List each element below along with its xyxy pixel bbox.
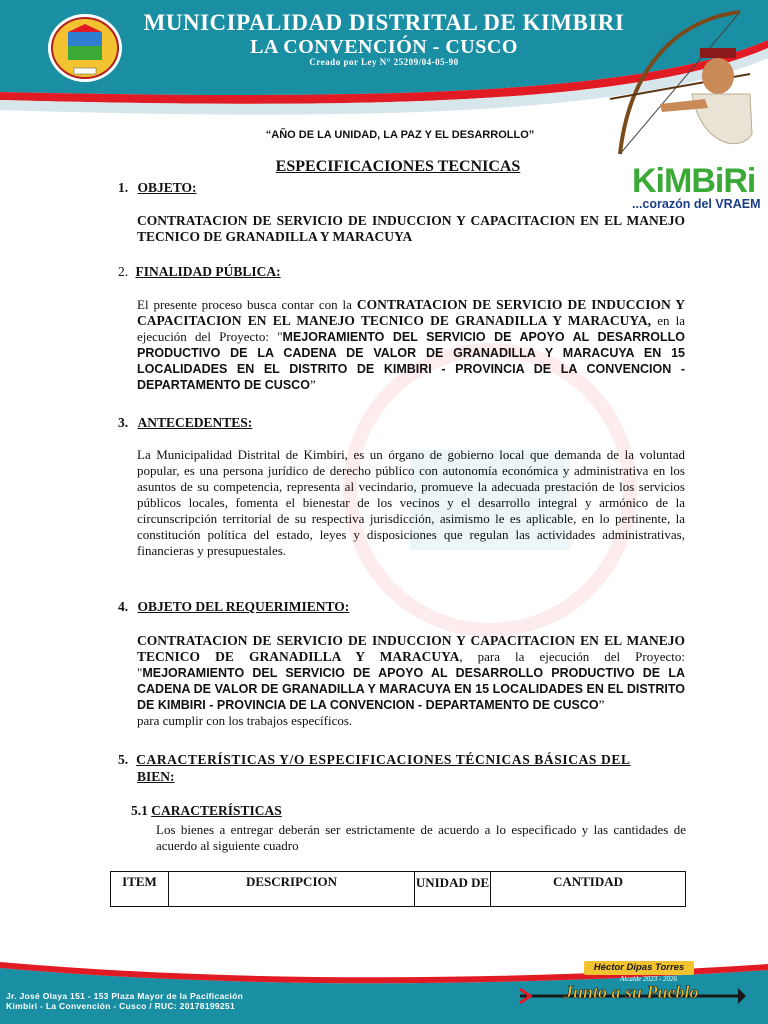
table-header-item: ITEM [111, 872, 169, 906]
section-5-title: CARACTERÍSTICAS Y/O ESPECIFICACIONES TÉCNICAS BÁSICAS DEL [136, 752, 631, 767]
section-3-heading [118, 415, 252, 431]
section-3-number: 3. [118, 415, 129, 430]
year-motto: “AÑO DE LA UNIDAD, LA PAZ Y EL DESARROLLO” [265, 129, 535, 141]
header-creation-law: Creado por Ley N° 25209/04-05-90 [309, 57, 459, 67]
section-4-service: CONTRATACION DE SERVICIO DE INDUCCION Y CAPACITACION EN EL MANEJO TECNICO DE GRANADILLA Y MARACUYA [137, 633, 685, 664]
section-2-service: CONTRATACION DE SERVICIO DE INDUCCION Y CAPACITACION EN EL MANEJO TECNICO DE GRANADILLA Y MARACUYA, [137, 297, 686, 328]
section-4-heading [118, 599, 349, 615]
header-title: MUNICIPALIDAD DISTRITAL DE KIMBIRI [143, 10, 625, 35]
section-1-heading [118, 180, 197, 196]
section-4-number: 4. [118, 599, 129, 614]
subsection-5-1-title: CARACTERÍSTICAS [151, 803, 282, 818]
section-2-heading [118, 264, 281, 280]
section-2-project: MEJORAMIENTO DEL SERVICIO DE APOYO AL DESARROLLO PRODUCTIVO DE LA CADENA DE VALOR DE GRANADILLA Y MARACUYA EN 15 LOCALIDADES EN EL DISTRITO DE KIMBIRI - PROVINCIA DE LA CONVENCION - DEPARTAMENTO DE CUSCO [137, 330, 685, 392]
section-1-title: OBJETO: [137, 180, 197, 195]
section-5-title-cont: BIEN: [137, 769, 175, 784]
section-4-tail: para cumplir con los trabajos específicos. [137, 713, 353, 728]
footer-address-line1: Jr. José Olaya 151 - 153 Plaza Mayor de la Pacificación [6, 991, 244, 1001]
kimbiri-brand: KiMBiRi [632, 162, 756, 200]
footer-address-line2: Kimbiri - La Convención - Cusco / RUC: 20178199251 [6, 1001, 235, 1011]
section-4-mid: , para la ejecución del Proyecto: " [137, 649, 685, 680]
section-2-mid: en la ejecución del Proyecto: " [137, 313, 686, 344]
section-5-heading [118, 752, 685, 785]
mayor-name-plate: Héctor Dipas Torres [584, 961, 694, 975]
items-table-header [110, 871, 686, 907]
section-2-number: 2. [118, 264, 129, 279]
table-header-unit: UNIDAD DE [415, 872, 491, 906]
section-4-body [137, 633, 685, 729]
section-1-number: 1. [118, 180, 129, 195]
table-header-description: DESCRIPCION [169, 872, 415, 906]
section-4-project: MEJORAMIENTO DEL SERVICIO DE APOYO AL DESARROLLO PRODUCTIVO DE LA CADENA DE VALOR DE GRANADILLA Y MARACUYA EN 15 LOCALIDADES EN EL DISTRITO DE KIMBIRI - PROVINCIA DE LA CONVENCION - DEPARTAMENTO DE CUSCO [137, 666, 685, 712]
subsection-5-1-body: Los bienes a entregar deberán ser estrictamente de acuerdo a lo especificado y las cantidades de acuerdo al siguiente cuadro [156, 822, 686, 853]
header-subtitle: LA CONVENCIÓN - CUSCO [250, 36, 518, 58]
footer-address [6, 991, 243, 1011]
kimbiri-slogan: ...corazón del VRAEM [632, 197, 761, 211]
section-5-number: 5. [118, 752, 129, 767]
section-2-title: FINALIDAD PÚBLICA: [135, 264, 281, 279]
section-3-title: ANTECEDENTES: [137, 415, 253, 430]
document-title: ESPECIFICACIONES TECNICAS [275, 158, 521, 175]
section-1-body: CONTRATACION DE SERVICIO DE INDUCCION Y CAPACITACION EN EL MANEJO TECNICO DE GRANADILLA Y MARACUYA [137, 213, 685, 244]
campaign-slogan: Junto a su Pueblo [564, 982, 699, 1002]
section-2-end: ” [309, 377, 316, 392]
subsection-5-1-heading [131, 803, 282, 819]
section-3-body: La Municipalidad Distrital de Kimbiri, es un órgano de gobierno local que demanda de la voluntad popular, es una persona jurídico de derecho público con autonomía económica y administrativa en los asuntos de su competencia, representa al vecindario, promueve la adecuada prestación de los servicios públicos locales, fomenta el bienestar de los vecinos y el desarrollo integral y armónico de la circunscripción territorial de su respectiva jurisdicción, asimismo le es aplicable, en lo pertinente, la constitución política del estado, leyes y disposiciones que regulan las actividades administrativas, financieras y presupuestales. [137, 447, 685, 558]
mayor-term: Alcalde 2023 - 2026 [620, 975, 677, 983]
section-2-body [137, 297, 685, 393]
section-4-title: OBJETO DEL REQUERIMIENTO: [137, 599, 350, 614]
section-2-intro: El presente proceso busca contar con la [137, 297, 352, 312]
section-4-end: ” [598, 697, 605, 712]
table-header-quantity: CANTIDAD [552, 874, 624, 889]
subsection-5-1-number: 5.1 [131, 803, 148, 818]
